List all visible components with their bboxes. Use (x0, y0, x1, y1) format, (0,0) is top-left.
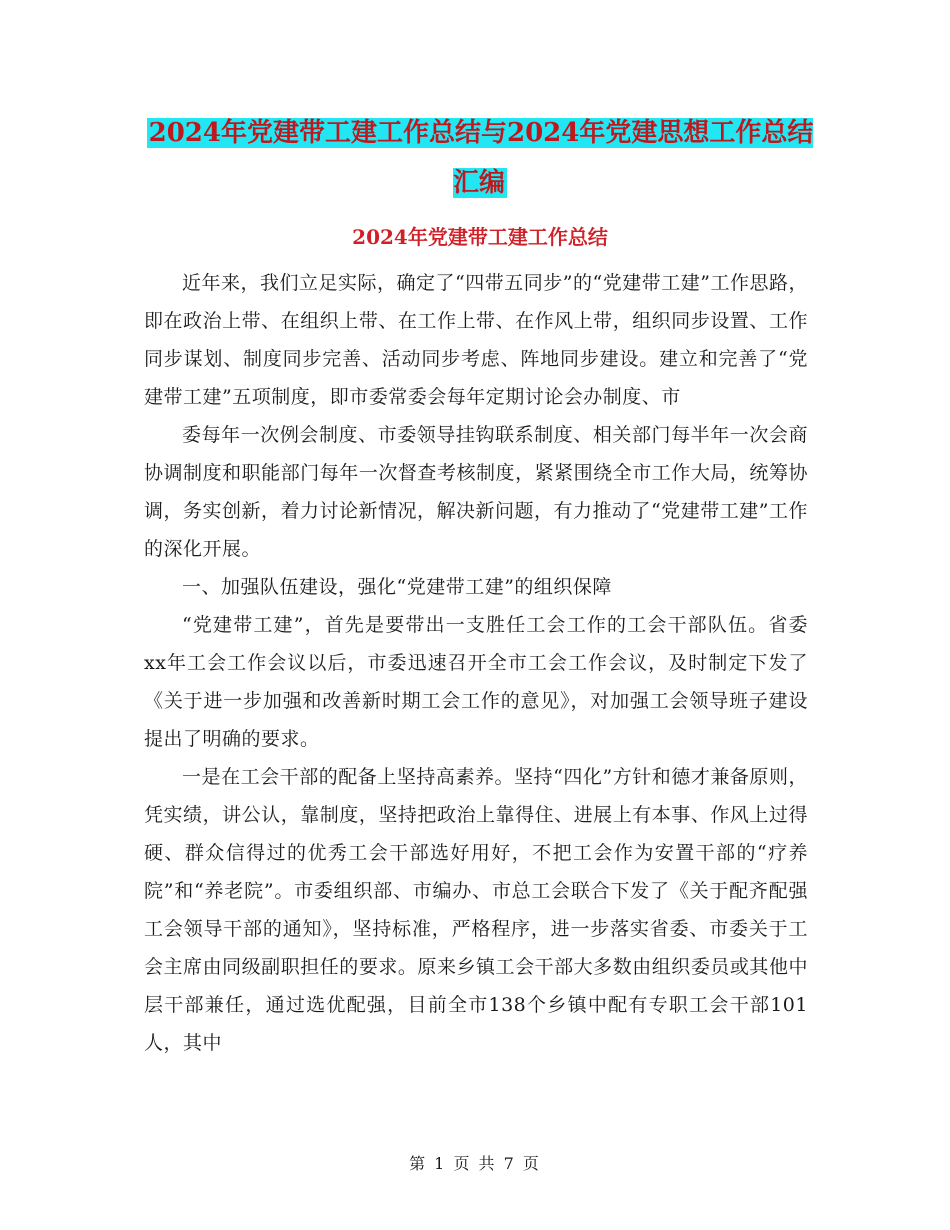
section-title: 2024年党建带工建工作总结 (352, 225, 608, 249)
document-body (144, 264, 808, 1062)
document-title (140, 108, 820, 208)
document-title-text: 2024年党建带工建工作总结与2024年党建思想工作总结汇编 (148, 118, 814, 198)
paragraph: 一是在工会干部的配备上坚持高素养。坚持“四化”方针和德才兼备原则，凭实绩，讲公认，靠制度，坚持把政治上靠得住、进展上有本事、作风上过得硬、群众信得过的优秀工会干部选好用好，不把工会作为安置干部的“疗养院”和“养老院”。市委组织部、市编办、市总工会联合下发了《关于配齐配强工会领导干部的通知》，坚持标准，严格程序，进一步落实省委、市委关于工会主席由同级副职担任的要求。原来乡镇工会干部大多数由组织委员或其他中层干部兼任，通过选优配强，目前全市138个乡镇中配有专职工会干部101人，其中 (144, 766, 808, 1054)
paragraph: “党建带工建”，首先是要带出一支胜任工会工作的工会干部队伍。省委xx年工会工作会议以后，市委迅速召开全市工会工作会议，及时制定下发了《关于进一步加强和改善新时期工会工作的意见》，对加强工会领导班子建设提出了明确的要求。 (144, 614, 808, 750)
paragraph: 近年来，我们立足实际，确定了“四带五同步”的“党建带工建”工作思路，即在政治上带、在组织上带、在工作上带、在作风上带，组织同步设置、工作同步谋划、制度同步完善、活动同步考虑、阵地同步建设。建立和完善了“党建带工建”五项制度，即市委常委会每年定期讨论会办制度、市 (144, 272, 808, 408)
paragraph: 委每年一次例会制度、市委领导挂钩联系制度、相关部门每半年一次会商协调制度和职能部门每年一次督查考核制度，紧紧围绕全市工作大局，统筹协调，务实创新，着力讨论新情况，解决新问题，有力推动了“党建带工建”工作的深化开展。 (144, 424, 808, 560)
section-heading: 一、加强队伍建设，强化“党建带工建”的组织保障 (182, 576, 612, 598)
page-number-footer: 第 1 页 共 7 页 (409, 1154, 541, 1173)
